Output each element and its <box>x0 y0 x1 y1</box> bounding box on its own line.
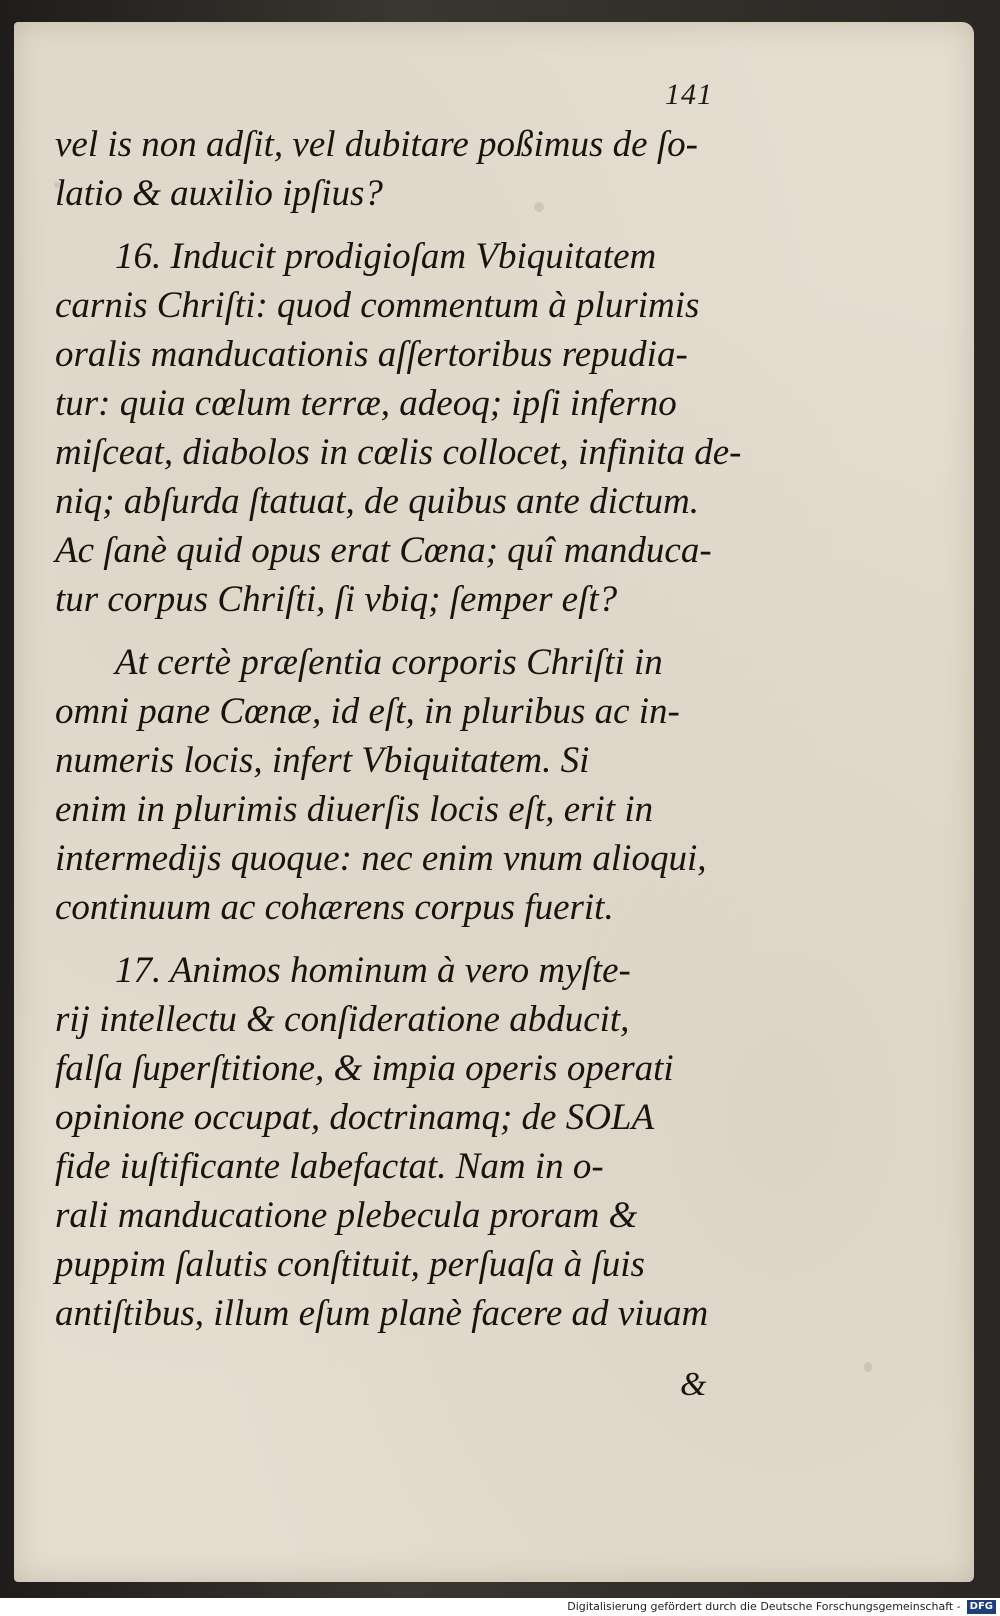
text-line: omni pane Cœnæ, id eſt, in pluribus ac in- <box>55 691 680 732</box>
catchword: & <box>680 1366 707 1403</box>
body-text <box>55 120 742 1338</box>
text-line: 16. Inducit prodigioſam Vbiquitatem <box>115 236 657 277</box>
paragraph-gap <box>55 932 735 946</box>
dfg-logo: DFG <box>967 1600 996 1614</box>
text-line: niq; abſurda ſtatuat, de quibus ante dictum. <box>55 481 700 522</box>
digitization-footer <box>0 1598 1000 1616</box>
text-line: fide iuſtificante labefactat. Nam in o- <box>55 1146 604 1187</box>
text-line: puppim ſalutis conſtituit, perſuaſa à ſuis <box>55 1244 645 1285</box>
text-line: miſceat, diabolos in cœlis collocet, infinita de- <box>55 432 742 473</box>
text-line: oralis manducationis aſſertoribus repudia- <box>55 334 688 375</box>
text-line: falſa ſuperſtitione, & impia operis operati <box>55 1048 674 1089</box>
paper-stain <box>864 1362 872 1372</box>
page-number: 141 <box>665 78 713 111</box>
text-line: 17. Animos hominum à vero myſte- <box>115 950 631 991</box>
text-line: At certè præſentia corporis Chriſti in <box>115 642 663 683</box>
text-line: numeris locis, infert Vbiquitatem. Si <box>55 740 590 781</box>
text-line: tur corpus Chriſti, ſi vbiq; ſemper eſt? <box>55 579 618 620</box>
text-line: continuum ac cohærens corpus fuerit. <box>55 887 614 928</box>
footer-credit: Digitalisierung gefördert durch die Deutsche Forschungsgemeinschaft - <box>567 1600 961 1613</box>
text-line: carnis Chriſti: quod commentum à plurimis <box>55 285 700 326</box>
text-line: intermedijs quoque: nec enim vnum alioqui, <box>55 838 707 879</box>
text-line: antiſtibus, illum eſum planè facere ad viuam <box>55 1293 709 1334</box>
text-line: tur: quia cœlum terræ, adeoq; ipſi inferno <box>55 383 677 424</box>
text-line: Ac ſanè quid opus erat Cœna; quî manduca- <box>55 530 712 571</box>
text-line: opinione occupat, doctrinamq; de SOLA <box>55 1097 655 1138</box>
text-line: vel is non adſit, vel dubitare poßimus de ſo- <box>55 124 698 165</box>
paragraph-gap <box>55 218 735 232</box>
text-line: rali manducatione plebecula proram & <box>55 1195 638 1236</box>
text-line: enim in plurimis diuerſis locis eſt, erit in <box>55 789 654 830</box>
paragraph-gap <box>55 624 735 638</box>
text-line: rij intellectu & conſideratione abducit, <box>55 999 630 1040</box>
text-line: latio & auxilio ipſius? <box>55 173 383 214</box>
